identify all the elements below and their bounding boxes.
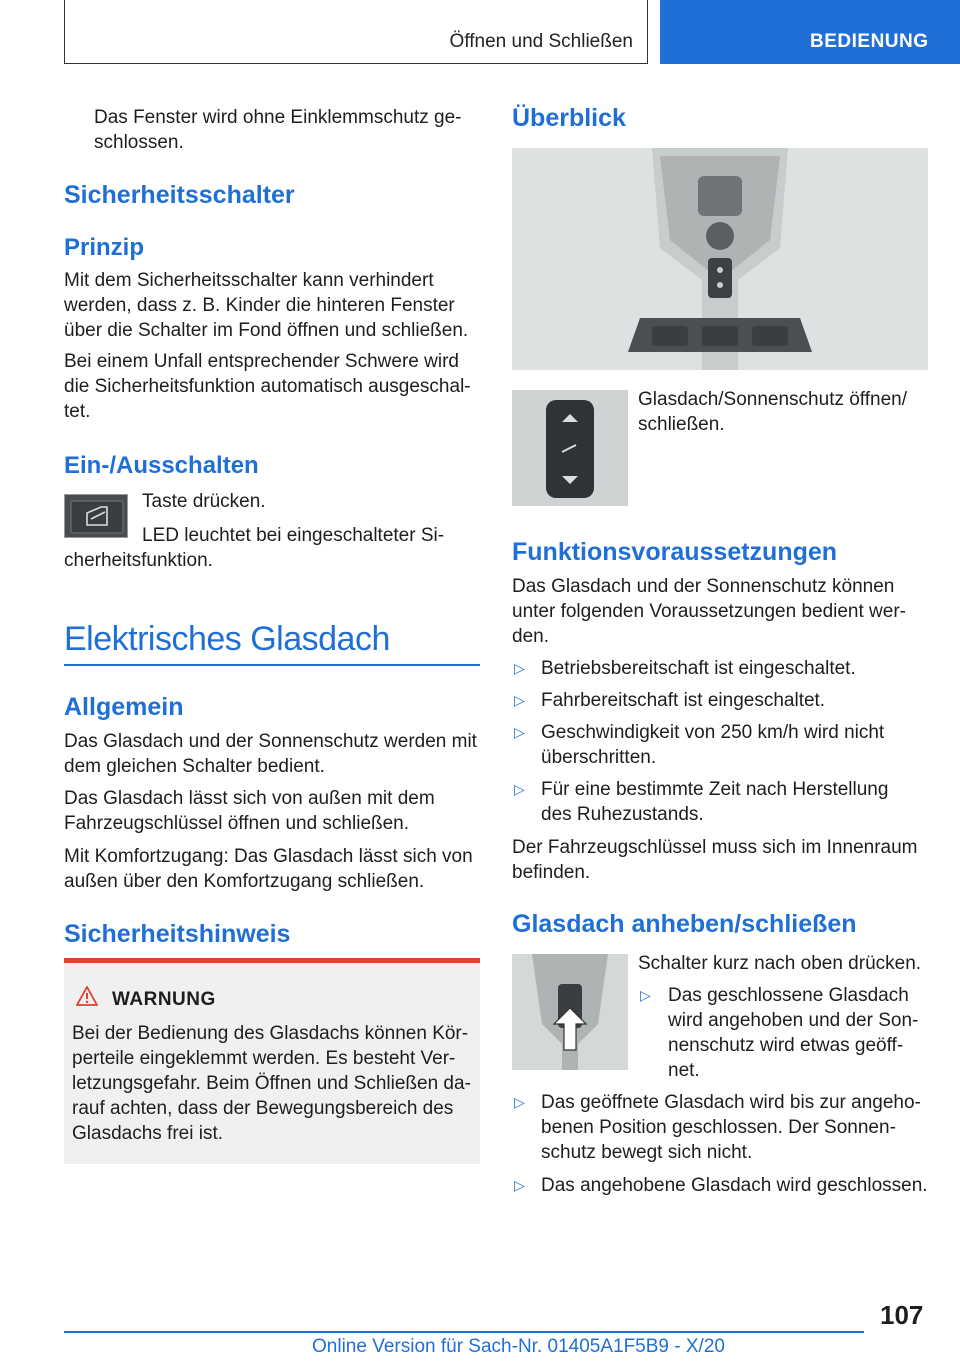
- warning-text-l1: Bei der Bedienung des Glasdachs können Kör-: [72, 1023, 469, 1044]
- intro-line-2: schlossen.: [94, 132, 184, 153]
- prinzip-p2-l2: die Sicherheitsfunktion automatisch ausgeschal-: [64, 376, 471, 397]
- prinzip-p1-l1: Mit dem Sicherheitsschalter kann verhindert: [64, 270, 434, 291]
- header-chapter-title: BEDIENUNG: [810, 31, 929, 52]
- einaus-line-2: LED leuchtet bei eingeschalteter Si-: [142, 525, 445, 546]
- overview-roof-console-image: [512, 148, 928, 370]
- warning-bar: [64, 958, 480, 963]
- warning-text-l3: letzungsgefahr. Beim Öffnen und Schließen da-: [72, 1073, 471, 1094]
- anheben-bullet-l3: nenschutz wird etwas geöff-: [668, 1035, 904, 1056]
- allg-p2-l2: Fahrzeugschlüssel öffnen und schließen.: [64, 813, 410, 834]
- roof-lift-image: [512, 954, 628, 1070]
- warning-text-l5: Glasdachs frei ist.: [72, 1123, 223, 1144]
- heading-allgemein: Allgemein: [64, 693, 184, 721]
- bullet-4-l1: Für eine bestimmte Zeit nach Herstellung: [541, 779, 889, 800]
- footer-online-version: Online Version für Sach-Nr. 01405A1F5B9 - X/20: [312, 1336, 725, 1357]
- prinzip-p1-l3: über die Schalter im Fond öffnen und schließen.: [64, 320, 469, 341]
- anheben-bullet-l1: Das geschlossene Glasdach: [668, 985, 909, 1006]
- heading-sicherheitsschalter: Sicherheitsschalter: [64, 181, 295, 209]
- bullet2-1-l3: schutz bewegt sich nicht.: [541, 1142, 753, 1163]
- funktion-p-l1: Das Glasdach und der Sonnenschutz können: [512, 576, 895, 597]
- bullet-marker: ▷: [514, 724, 525, 740]
- bullet-marker: ▷: [514, 660, 525, 676]
- heading-elektrisches-glasdach: Elektrisches Glasdach: [64, 620, 390, 658]
- intro-line-1: Das Fenster wird ohne Einklemmschutz ge-: [94, 107, 462, 128]
- warning-text-l2: perteile eingeklemmt werden. Es besteht Ver-: [72, 1048, 456, 1069]
- bullet-1: Betriebsbereitschaft ist eingeschaltet.: [541, 658, 856, 679]
- roof-switch-image: [512, 390, 628, 506]
- prinzip-p1-l2: werden, dass z. B. Kinder die hinteren Fenster: [64, 295, 455, 316]
- allg-p2-l1: Das Glasdach lässt sich von außen mit dem: [64, 788, 435, 809]
- warning-text-l4: rauf achten, dass der Bewegungsbereich des: [72, 1098, 454, 1119]
- heading-ein-ausschalten: Ein-/Ausschalten: [64, 452, 259, 479]
- heading-rule: [64, 664, 480, 666]
- funktion-p-l3: den.: [512, 626, 549, 647]
- warning-triangle-icon: [76, 986, 98, 1006]
- allg-p3-l2: außen über den Komfortzugang schließen.: [64, 871, 425, 892]
- bullet-marker: ▷: [514, 692, 525, 708]
- footer-rule: [64, 1331, 864, 1333]
- window-lock-icon: [65, 495, 129, 539]
- heading-prinzip: Prinzip: [64, 234, 145, 261]
- einaus-line-1: Taste drücken.: [142, 491, 266, 512]
- bullet-3-l1: Geschwindigkeit von 250 km/h wird nicht: [541, 722, 885, 743]
- heading-ueberblick: Überblick: [512, 104, 626, 132]
- allg-p1-l1: Das Glasdach und der Sonnenschutz werden mit: [64, 731, 477, 752]
- page-number: 107: [880, 1300, 924, 1330]
- bullet-marker: ▷: [514, 1094, 525, 1110]
- funktion-p-l2: unter folgenden Voraussetzungen bedient wer-: [512, 601, 906, 622]
- allg-p3-l1: Mit Komfortzugang: Das Glasdach lässt sich von: [64, 846, 473, 867]
- bullet2-1-l1: Das geöffnete Glasdach wird bis zur angeho-: [541, 1092, 921, 1113]
- caption-l1: Glasdach/Sonnenschutz öffnen/: [638, 389, 908, 410]
- heading-sicherheitshinweis: Sicherheitshinweis: [64, 920, 291, 948]
- bullet-4-l2: des Ruhezustands.: [541, 804, 704, 825]
- anheben-bullet-l4: net.: [668, 1060, 700, 1081]
- bullet-2: Fahrbereitschaft ist eingeschaltet.: [541, 690, 826, 711]
- bullet-marker: ▷: [514, 781, 525, 797]
- header-section-title: Öffnen und Schließen: [449, 31, 633, 52]
- bullet-marker: ▷: [514, 1177, 525, 1193]
- bullet2-2: Das angehobene Glasdach wird geschlossen.: [541, 1175, 928, 1196]
- allg-p1-l2: dem gleichen Schalter bedient.: [64, 756, 325, 777]
- heading-funktionsvoraussetzungen: Funktionsvoraussetzungen: [512, 538, 838, 566]
- caption-l2: schließen.: [638, 414, 725, 435]
- bullet-3-l2: überschritten.: [541, 747, 657, 768]
- bullet-marker: ▷: [640, 987, 651, 1003]
- heading-glasdach-anheben: Glasdach anheben/schließen: [512, 910, 857, 938]
- prinzip-p2-l3: tet.: [64, 401, 91, 422]
- safety-switch-button-image: [64, 494, 128, 538]
- prinzip-p2-l1: Bei einem Unfall entsprechender Schwere wird: [64, 351, 459, 372]
- header-chapter-tab: [660, 0, 960, 64]
- anheben-bullet-l2: wird angehoben und der Son-: [668, 1010, 919, 1031]
- bullet2-1-l2: benen Position geschlossen. Der Sonnen-: [541, 1117, 896, 1138]
- anheben-line-1: Schalter kurz nach oben drücken.: [638, 953, 922, 974]
- warning-title: WARNUNG: [112, 989, 216, 1010]
- header-section-tab: [64, 0, 648, 64]
- einaus-line-3: cherheitsfunktion.: [64, 550, 213, 571]
- funktion-p2-l2: befinden.: [512, 862, 591, 883]
- funktion-p2-l1: Der Fahrzeugschlüssel muss sich im Innenraum: [512, 837, 918, 858]
